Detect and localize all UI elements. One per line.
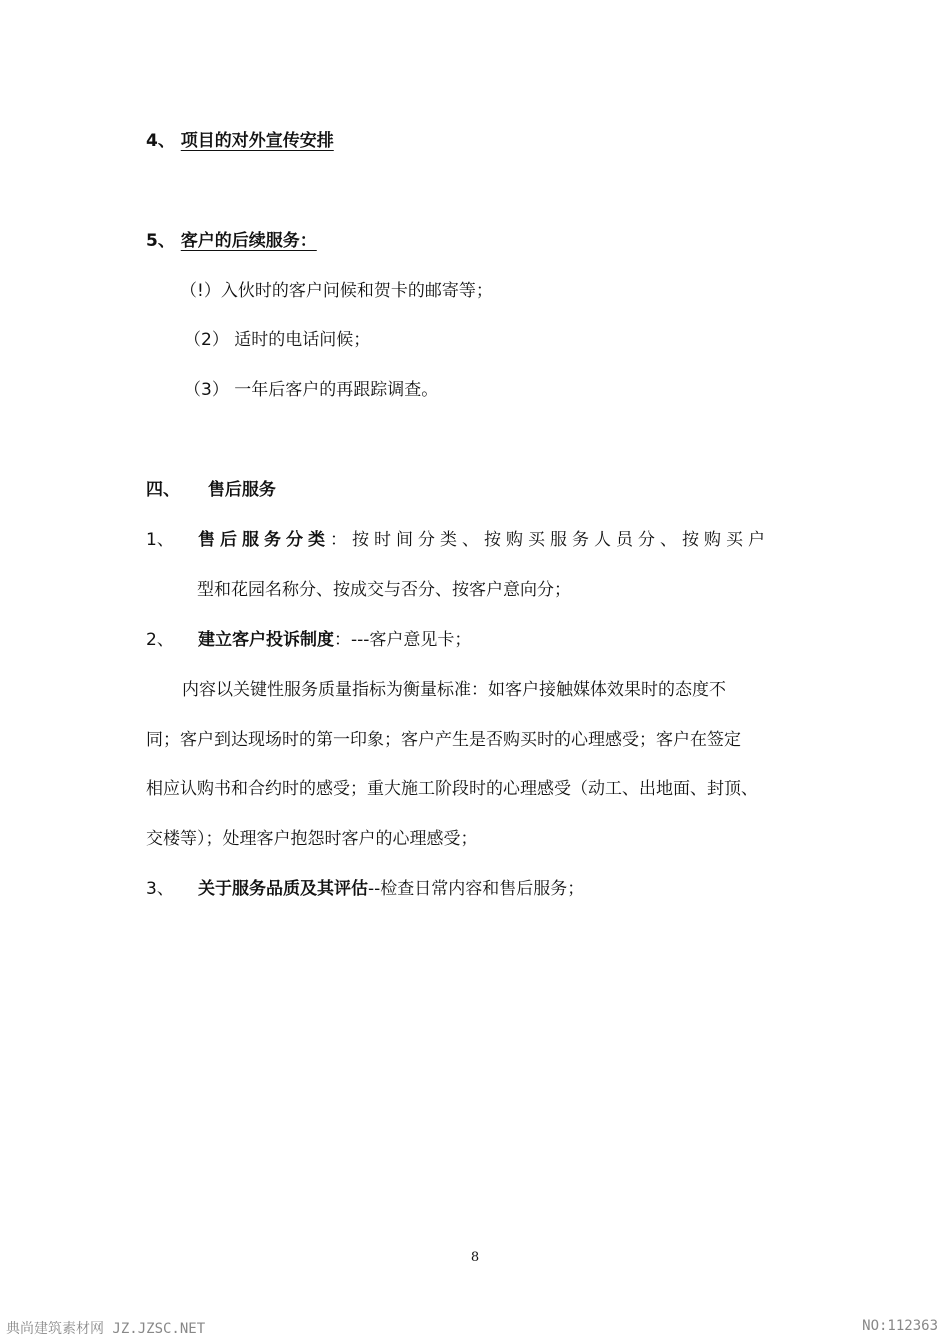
- paragraph-line: 交楼等）；处理客户抱怨时客户的心理感受；: [146, 829, 478, 849]
- item-number: 2、: [146, 630, 174, 650]
- section-number: 四、: [146, 480, 180, 500]
- item-3: [146, 877, 584, 901]
- paragraph-line: 相应认购书和合约时的感受；重大施工阶段时的心理感受（动工、出地面、封顶、: [146, 779, 758, 799]
- list-item: （2） 适时的电话问候；: [184, 330, 371, 350]
- item-label: 建立客户投诉制度: [198, 630, 334, 650]
- item-number: 3、: [146, 879, 174, 899]
- item-text: ：---客户意见卡；: [334, 630, 472, 650]
- heading-number: 4、: [146, 131, 175, 151]
- item-1: [146, 528, 770, 552]
- watermark-left: 典尚建筑素材网 JZ.JZSC.NET: [6, 1321, 206, 1337]
- heading-number: 5、: [146, 231, 175, 251]
- list-item: （!）入伙时的客户问候和贺卡的邮寄等；: [180, 281, 493, 301]
- page-number: 8: [470, 1250, 480, 1265]
- heading-item-4: [146, 129, 334, 153]
- item-label: 关于服务品质及其评估: [198, 879, 368, 899]
- item-label: 售后服务分类: [198, 530, 330, 550]
- paragraph-line: 内容以关键性服务质量指标为衡量标准：如客户接触媒体效果时的态度不: [182, 680, 726, 700]
- heading-title: 客户的后续服务：: [180, 231, 317, 251]
- section-title: 售后服务: [207, 480, 276, 500]
- item-1-continuation: 型和花园名称分、按成交与否分、按客户意向分；: [197, 580, 571, 600]
- section-heading: [146, 478, 276, 502]
- item-text: ：按时间分类、按购买服务人员分、按购买户: [330, 530, 770, 550]
- list-item: （3） 一年后客户的再跟踪调查。: [184, 380, 439, 400]
- item-2: [146, 628, 471, 652]
- heading-title: 项目的对外宣传安排: [180, 131, 334, 151]
- watermark-right: NO:112363: [862, 1318, 938, 1334]
- item-number: 1、: [146, 530, 174, 550]
- heading-item-5: [146, 229, 317, 253]
- item-text: --检查日常内容和售后服务；: [368, 879, 585, 899]
- paragraph-line: 同；客户到达现场时的第一印象；客户产生是否购买时的心理感受；客户在签定: [146, 730, 741, 750]
